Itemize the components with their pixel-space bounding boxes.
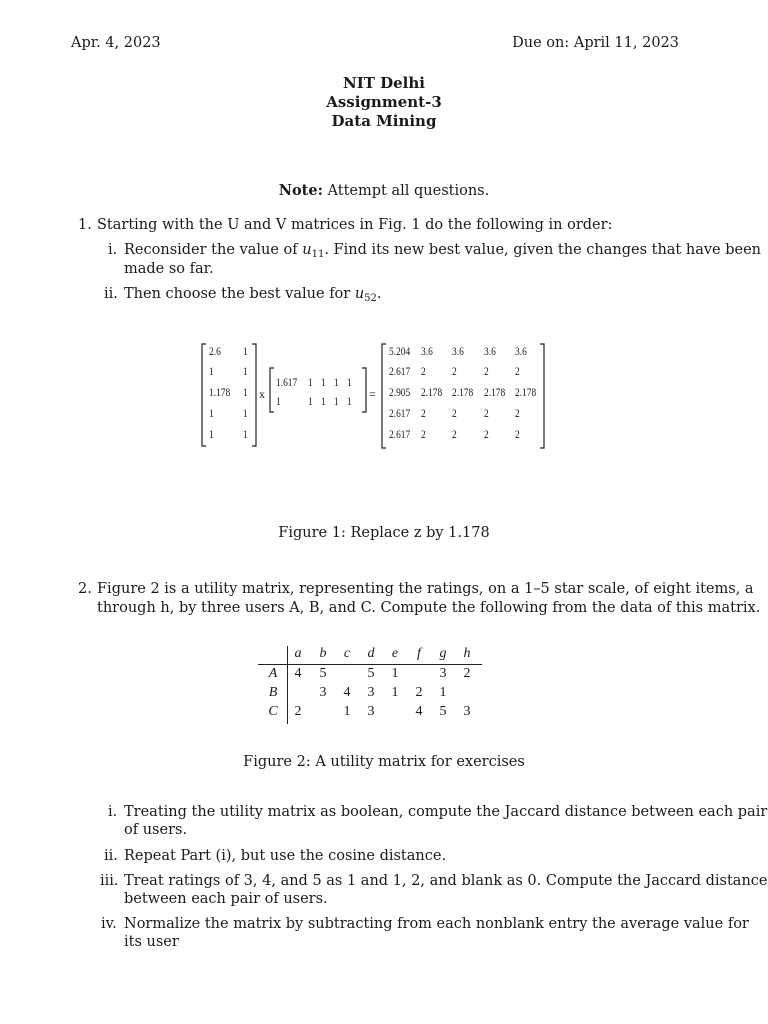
- column-header: d: [367, 646, 375, 661]
- rating-cell: 4: [294, 666, 302, 681]
- product-cell: 2.178: [484, 387, 506, 399]
- rating-cell: 2: [294, 704, 302, 719]
- rating-cell: 5: [319, 666, 327, 681]
- product-cell: 2.178: [452, 387, 474, 399]
- product-cell: 2.905: [389, 387, 411, 399]
- u-cell: 1.178: [209, 387, 231, 399]
- q1-sub-i-sub: 11: [311, 249, 325, 260]
- column-header: g: [439, 646, 447, 661]
- product-cell: 2: [484, 408, 489, 420]
- column-header: h: [463, 646, 471, 661]
- q2-part-ii-label: ii.: [104, 848, 118, 864]
- q1-sub-ii-label: ii.: [104, 286, 118, 302]
- v-cell: 1: [308, 396, 313, 408]
- product-cell: 2: [515, 366, 520, 378]
- due-date: Due on: April 11, 2023: [512, 35, 679, 51]
- rating-cell: 1: [343, 704, 351, 719]
- product-cell: 2: [452, 429, 457, 441]
- product-cell: 5.204: [389, 346, 411, 358]
- q2-line2: through h, by three users A, B, and C. Compute the following from the data of this matrix.: [97, 600, 761, 616]
- u-cell: 1: [209, 429, 214, 441]
- q2-part-iv-line1: Normalize the matrix by subtracting from each nonblank entry the average value for: [124, 916, 749, 932]
- q2-part-i-label: i.: [108, 804, 118, 820]
- column-header: b: [319, 646, 327, 661]
- product-cell: 2: [484, 429, 489, 441]
- q1-sub-i-text-b: . Find its new best value, given the changes that have been: [324, 242, 762, 258]
- product-cell: 2.617: [389, 429, 411, 441]
- q2-part-ii-line1: Repeat Part (i), but use the cosine distance.: [124, 848, 447, 864]
- q1-sub-ii-var: u: [354, 286, 365, 302]
- q2-part-iii-line1: Treat ratings of 3, 4, and 5 as 1 and 1, 2, and blank as 0. Compute the Jaccard distance: [124, 873, 768, 889]
- figure2-caption: Figure 2: A utility matrix for exercises: [243, 754, 525, 770]
- column-header: f: [417, 646, 421, 661]
- u-cell: 1: [209, 366, 214, 378]
- note-text: Attempt all questions.: [322, 183, 490, 199]
- rating-cell: 3: [367, 704, 375, 719]
- rating-cell: 5: [367, 666, 375, 681]
- product-cell: 3.6: [421, 346, 433, 358]
- u-cell: 1: [209, 408, 214, 420]
- v-cell: 1: [334, 396, 339, 408]
- q2-part-i-line1: Treating the utility matrix as boolean, compute the Jaccard distance between each pair: [124, 804, 768, 820]
- q2-part-iii-label: iii.: [100, 873, 119, 889]
- q2-part-iii-line2: between each pair of users.: [124, 891, 328, 907]
- u-cell: 1: [243, 387, 248, 399]
- q2-line1: Figure 2 is a utility matrix, representing the ratings, on a 1–5 star scale, of eight items, a: [97, 581, 754, 597]
- q1-sub-ii-text: Then choose the best value for: [124, 286, 355, 302]
- product-cell: 3.6: [515, 346, 527, 358]
- v-cell: 1.617: [276, 377, 298, 389]
- rating-cell: 2: [463, 666, 471, 681]
- product-cell: 2: [452, 366, 457, 378]
- rating-cell: 3: [367, 685, 375, 700]
- q1-sub-i-label: i.: [108, 242, 118, 258]
- q2-number: 2.: [78, 581, 92, 597]
- u-cell: 2.6: [209, 346, 221, 358]
- rating-cell: 1: [391, 685, 399, 700]
- rating-cell: 3: [439, 666, 447, 681]
- rating-cell: 5: [439, 704, 447, 719]
- product-cell: 2.178: [421, 387, 443, 399]
- column-header: a: [294, 646, 302, 661]
- note-label: Note:: [278, 182, 323, 199]
- v-cell: 1: [347, 396, 352, 408]
- column-header: e: [391, 646, 399, 661]
- product-cell: 2: [515, 408, 520, 420]
- product-cell: 2: [421, 408, 426, 420]
- institute-title: NIT Delhi: [343, 74, 425, 92]
- q1-sub-ii-end: .: [376, 286, 382, 302]
- row-header-user: B: [268, 685, 278, 700]
- assignment-date: Apr. 4, 2023: [71, 35, 161, 51]
- v-cell: 1: [321, 396, 326, 408]
- q1-text: Starting with the U and V matrices in Fig. 1 do the following in order:: [97, 217, 613, 233]
- product-cell: 2: [452, 408, 457, 420]
- rating-cell: 2: [415, 685, 423, 700]
- product-cell: 2: [484, 366, 489, 378]
- u-cell: 1: [243, 429, 248, 441]
- q1-sub-i-text-a: Reconsider the value of: [124, 242, 303, 258]
- course-title: Data Mining: [331, 112, 437, 130]
- v-cell: 1: [321, 377, 326, 389]
- product-cell: 2.178: [515, 387, 537, 399]
- product-cell: 2: [515, 429, 520, 441]
- product-cell: 2.617: [389, 366, 411, 378]
- utility-matrix-horizontal-rule: [258, 664, 482, 665]
- product-cell: 2: [421, 366, 426, 378]
- product-cell: 3.6: [484, 346, 496, 358]
- equals-operator: =: [369, 387, 376, 401]
- v-cell: 1: [347, 377, 352, 389]
- q1-sub-ii-sub: 52: [364, 293, 377, 304]
- u-cell: 1: [243, 346, 248, 358]
- row-header-user: A: [268, 666, 278, 681]
- v-cell: 1: [276, 396, 281, 408]
- q1-sub-i-line2: made so far.: [124, 261, 214, 277]
- rating-cell: 4: [343, 685, 351, 700]
- rating-cell: 3: [319, 685, 327, 700]
- rating-cell: 1: [439, 685, 447, 700]
- q1-number: 1.: [78, 217, 92, 233]
- q1-sub-i-var: u: [302, 242, 312, 258]
- product-cell: 2.617: [389, 408, 411, 420]
- product-cell: 3.6: [452, 346, 464, 358]
- q2-part-iv-line2: its user: [124, 934, 179, 950]
- rating-cell: 4: [415, 704, 423, 719]
- assignment-title: Assignment-3: [326, 93, 442, 111]
- q2-part-i-line2: of users.: [124, 822, 188, 838]
- u-cell: 1: [243, 366, 248, 378]
- times-operator: x: [259, 387, 265, 401]
- u-cell: 1: [243, 408, 248, 420]
- row-header-user: C: [268, 704, 278, 719]
- product-cell: 2: [421, 429, 426, 441]
- v-cell: 1: [334, 377, 339, 389]
- v-cell: 1: [308, 377, 313, 389]
- q2-part-iv-label: iv.: [101, 916, 117, 932]
- figure1-caption: Figure 1: Replace z by 1.178: [278, 525, 490, 541]
- column-header: c: [343, 646, 351, 661]
- rating-cell: 3: [463, 704, 471, 719]
- rating-cell: 1: [391, 666, 399, 681]
